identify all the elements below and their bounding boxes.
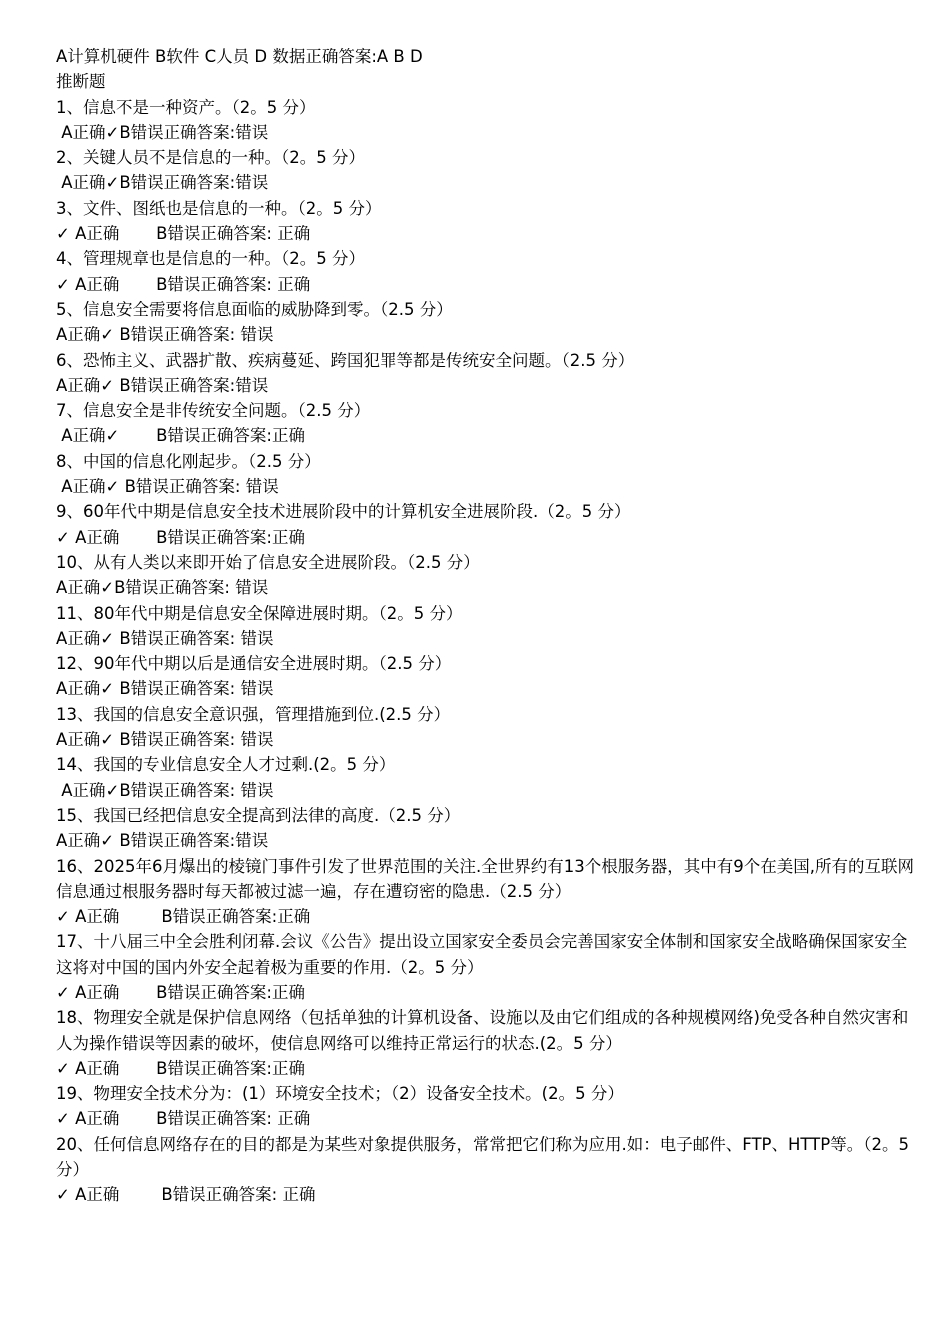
text-line: 17、十八届三中全会胜利闭幕.会议《公告》提出设立国家安全委员会完善国家安全体制和国家安全战略确保国家安全这将对中国的国内外安全起着极为重要的作用.（2。5 分）	[56, 932, 908, 977]
text-line: A正确✓B错误正确答案: 错误	[56, 780, 274, 800]
text-line: ✓ A正确 B错误正确答案:正确	[56, 527, 305, 547]
text-line: ✓ A正确 B错误正确答案: 正确	[56, 224, 311, 244]
text-line: 2、关键人员不是信息的一种。（2。5 分）	[56, 148, 365, 168]
text-line: A正确✓ B错误正确答案: 错误	[56, 628, 274, 648]
text-line: 10、从有人类以来即开始了信息安全进展阶段。（2.5 分）	[56, 552, 480, 572]
text-line: 11、80年代中期是信息安全保障进展时期。（2。5 分）	[56, 603, 463, 623]
text-line: 16、2025年6月爆出的棱镜门事件引发了世界范围的关注.全世界约有13个根服务器，其中有9个在美国,所有的互联网信息通过根服务器时每天都被过滤一遍，存在遭窃密的隐患.（2.5 分）	[56, 856, 914, 901]
text-line: 20、任何信息网络存在的目的都是为某些对象提供服务，常常把它们称为应用.如：电子邮件、FTP、HTTP等。（2。5分）	[56, 1134, 909, 1180]
text-line: 7、信息安全是非传统安全问题。（2.5 分）	[56, 401, 371, 421]
text-line: 5、信息安全需要将信息面临的威胁降到零。（2.5 分）	[56, 299, 453, 319]
text-line: 18、物理安全就是保护信息网络（包括单独的计算机设备、设施以及由它们组成的各种规模网络)免受各种自然灾害和人为操作错误等因素的破坏，使信息网络可以维持正常运行的状态.(2。5 分）	[56, 1008, 909, 1053]
text-line: ✓ A正确 B错误正确答案:正确	[56, 1058, 305, 1078]
text-line: A正确✓ B错误正确答案: 错误	[56, 679, 274, 699]
text-line: A正确✓B错误正确答案:错误	[56, 173, 269, 193]
text-line: A正确✓ B错误正确答案: 错误	[56, 730, 274, 750]
document-body	[56, 44, 916, 1208]
text-line: 14、我国的专业信息安全人才过剩.(2。5 分）	[56, 755, 396, 775]
text-line: ✓ A正确 B错误正确答案: 正确	[56, 1185, 316, 1205]
text-line: 19、物理安全技术分为：(1）环境安全技术；（2）设备安全技术。(2。5 分）	[56, 1084, 624, 1104]
text-line: A正确✓ B错误正确答案:正确	[56, 426, 305, 446]
text-line: A正确✓ B错误正确答案:错误	[56, 831, 269, 851]
text-line: 1、信息不是一种资产。（2。5 分）	[56, 97, 316, 117]
text-line: ✓ A正确 B错误正确答案: 正确	[56, 274, 311, 294]
text-line: 6、恐怖主义、武器扩散、疾病蔓延、跨国犯罪等都是传统安全问题。（2.5 分）	[56, 350, 635, 370]
text-line: 12、90年代中期以后是通信安全进展时期。（2.5 分）	[56, 654, 452, 674]
text-line: 8、中国的信息化刚起步。（2.5 分）	[56, 451, 321, 471]
text-line: ✓ A正确 B错误正确答案: 正确	[56, 1109, 311, 1129]
text-line: A正确✓ B错误正确答案: 错误	[56, 477, 279, 497]
text-line: 4、管理规章也是信息的一种。（2。5 分）	[56, 249, 365, 269]
text-line: A正确✓B错误正确答案:错误	[56, 122, 269, 142]
text-line: A计算机硬件 B软件 C人员 D 数据正确答案:A B D	[56, 47, 423, 66]
text-line: A正确✓ B错误正确答案: 错误	[56, 325, 274, 345]
text-line: 推断题	[56, 72, 106, 92]
text-line: 3、文件、图纸也是信息的一种。（2。5 分）	[56, 198, 382, 218]
text-line: ✓ A正确 B错误正确答案:正确	[56, 982, 305, 1002]
text-line: 15、我国已经把信息安全提高到法律的高度.（2.5 分）	[56, 805, 461, 825]
text-line: A正确✓B错误正确答案: 错误	[56, 578, 269, 598]
text-line: 13、我国的信息安全意识强，管理措施到位.(2.5 分）	[56, 704, 451, 724]
text-line: 9、60年代中期是信息安全技术进展阶段中的计算机安全进展阶段.（2。5 分）	[56, 502, 631, 522]
text-line: ✓ A正确 B错误正确答案:正确	[56, 907, 311, 927]
text-line: A正确✓ B错误正确答案:错误	[56, 375, 269, 395]
